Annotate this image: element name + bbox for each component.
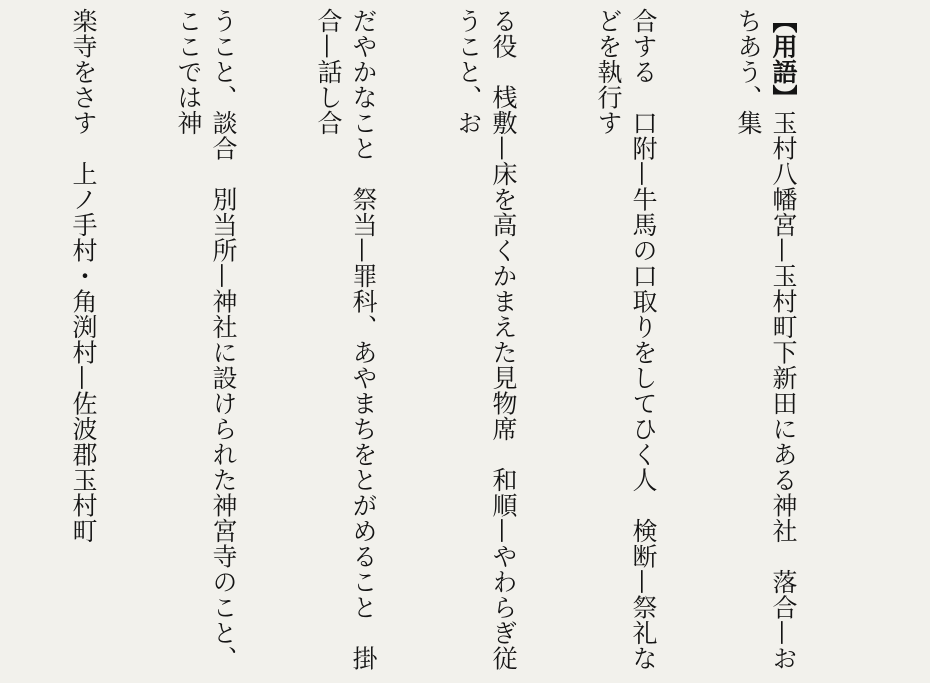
glossary-line-2: 合する 口附—牛馬の口取りをしてひく人 検断—祭礼などを執行す <box>594 8 658 671</box>
glossary-line-5: うこと、談合 別当所—神社に設けられた神宮寺のこと、ここでは神 <box>174 8 238 671</box>
glossary-line-6: 楽寺をさす 上ノ手村・角渕村—佐波郡玉村町 <box>69 8 98 544</box>
glossary-label: 【用語】 <box>769 8 798 110</box>
glossary-line-1: 【用語】玉村八幡宮—玉村町下新田にある神社 落合—おちあう、集 <box>734 8 798 671</box>
vertical-text-block <box>0 8 906 680</box>
glossary-line-4: だやかなこと 祭当—罪科、あやまちをとがめること 掛合—話し合 <box>314 8 378 671</box>
glossary-line-3: る役 桟敷—床を高くかまえた見物席 和順—やわらぎ従うこと、お <box>454 8 518 671</box>
